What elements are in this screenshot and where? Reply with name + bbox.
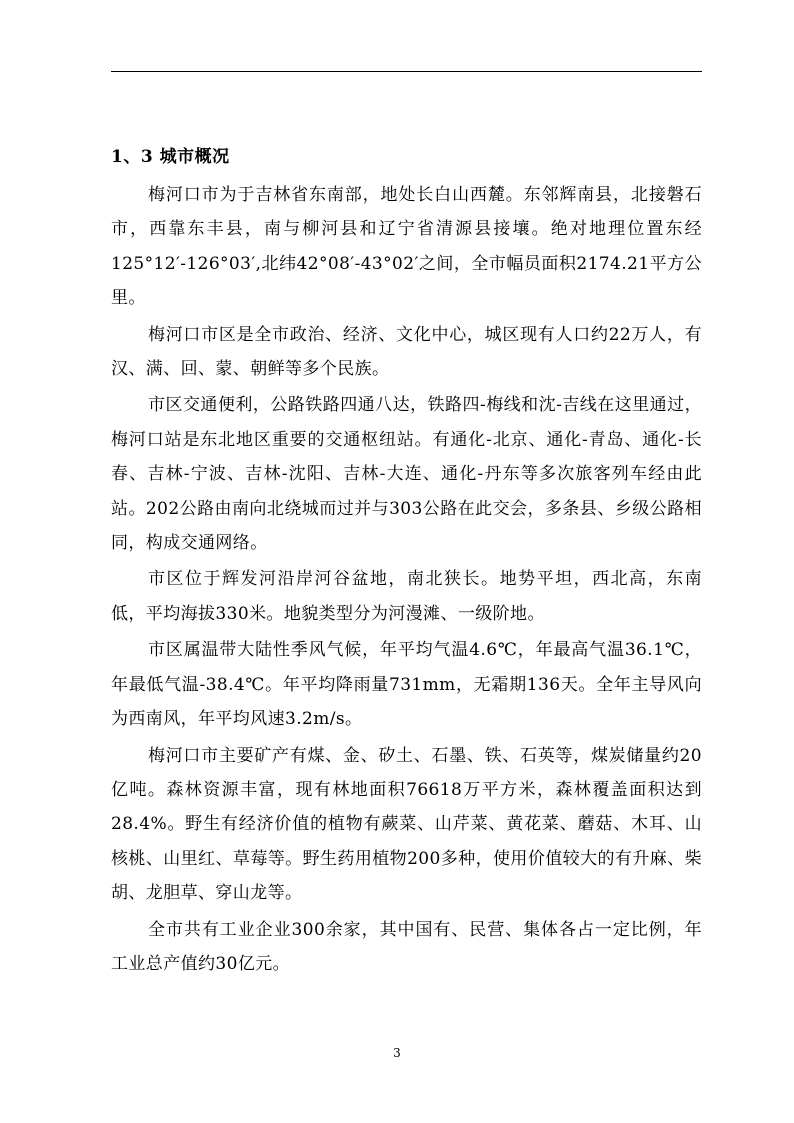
paragraph-population: 梅河口市区是全市政治、经济、文化中心，城区现有人口约22万人，有汉、满、回、蒙、朝鲜等多个民族。 <box>111 324 702 380</box>
document-body <box>111 140 702 983</box>
paragraph-resources: 梅河口市主要矿产有煤、金、矽土、石墨、铁、石英等，煤炭储量约20亿吨。森林资源丰富，现有林地面积76618万平方米，森林覆盖面积达到28.4%。野生有经济价值的植物有蕨菜、山芹菜、黄花菜、蘑菇、木耳、山核桃、山里红、草莓等。野生药用植物200多种，使用价值较大的有升麻、柴胡、龙胆草、穿山龙等。 <box>111 745 702 904</box>
paragraph-transport: 市区交通便利，公路铁路四通八达，铁路四-梅线和沈-吉线在这里通过，梅河口站是东北地区重要的交通枢纽站。有通化-北京、通化-青岛、通化-长春、吉林-宁波、吉林-沈阳、吉林-大连、通化-丹东等多次旅客列车经由此站。202公路由南向北绕城而过并与303公路在此交会，多条县、乡级公路相同，构成交通网络。 <box>111 395 702 554</box>
paragraph-location: 梅河口市为于吉林省东南部，地处长白山西麓。东邻辉南县，北接磐石市，西靠东丰县，南与柳河县和辽宁省清源县接壤。绝对地理位置东经125°12′-126°03′,北纬42°08′-43°02′之间，全市幅员面积2174.21平方公里。 <box>111 185 702 309</box>
paragraph-terrain: 市区位于辉发河沿岸河谷盆地，南北狭长。地势平坦，西北高，东南低，平均海拔330米。地貌类型分为河漫滩、一级阶地。 <box>111 569 702 624</box>
paragraph-industry: 全市共有工业企业300余家，其中国有、民营、集体各占一定比例，年工业总产值约30亿元。 <box>111 919 702 974</box>
paragraph-climate: 市区属温带大陆性季风气候，年平均气温4.6℃，年最高气温36.1℃，年最低气温-38.4℃。年平均降雨量731mm，无霜期136天。全年主导风向为西南风，年平均风速3.2m/s。 <box>111 640 702 730</box>
page-number: 3 <box>393 1046 401 1060</box>
section-title: 1、3 城市概况 <box>111 147 230 167</box>
header-rule <box>111 71 702 72</box>
